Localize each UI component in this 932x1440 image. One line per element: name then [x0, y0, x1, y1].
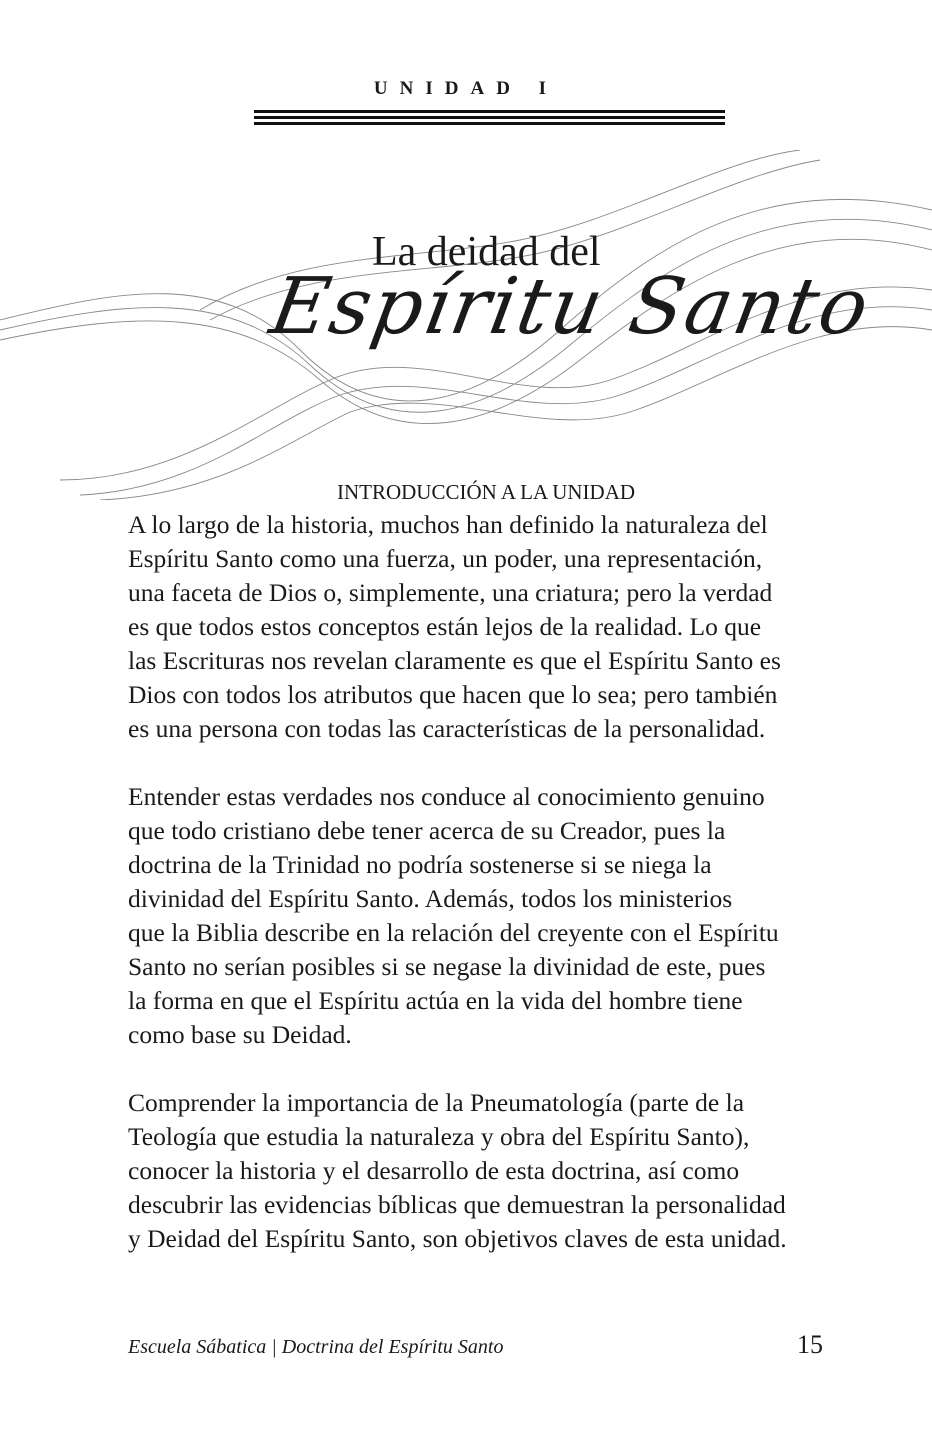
text-line: Dios con todos los atributos que hacen que lo sea; pero también	[128, 680, 778, 709]
paragraph-1	[128, 508, 848, 746]
text-line: las Escrituras nos revelan claramente es que el Espíritu Santo es	[128, 646, 781, 675]
text-line: Santo no serían posibles si se negase la divinidad de este, pues	[128, 952, 766, 981]
paragraph-2	[128, 780, 848, 1052]
section-heading: INTRODUCCIÓN A LA UNIDAD	[336, 480, 636, 504]
title-line-1: La deidad del	[372, 229, 601, 275]
text-line: Teología que estudia la naturaleza y obra del Espíritu Santo),	[128, 1122, 750, 1151]
text-line: una faceta de Dios o, simplemente, una criatura; pero la verdad	[128, 578, 773, 607]
text-line: que todo cristiano debe tener acerca de su Creador, pues la	[128, 816, 726, 845]
running-footer-title: Escuela Sábatica | Doctrina del Espíritu Santo	[128, 1336, 504, 1358]
text-line: es que todos estos conceptos están lejos de la realidad. Lo que	[128, 612, 762, 641]
title-line-2-script: Espíritu Santo	[264, 262, 877, 352]
text-line: conocer la historia y el desarrollo de esta doctrina, así como	[128, 1156, 740, 1185]
page-number: 15	[797, 1330, 823, 1359]
text-line: como base su Deidad.	[128, 1020, 352, 1049]
text-line: doctrina de la Trinidad no podría sostenerse si se niega la	[128, 850, 712, 879]
text-line: A lo largo de la historia, muchos han definido la naturaleza del	[128, 510, 768, 539]
paragraph-3	[128, 1086, 848, 1256]
text-line: que la Biblia describe en la relación del creyente con el Espíritu	[128, 918, 779, 947]
text-line: descubrir las evidencias bíblicas que demuestran la personalidad	[128, 1190, 786, 1219]
text-line: es una persona con todas las características de la personalidad.	[128, 714, 766, 743]
text-line: divinidad del Espíritu Santo. Además, todos los ministerios	[128, 884, 733, 913]
text-line: Espíritu Santo como una fuerza, un poder, una representación,	[128, 544, 763, 573]
unit-heading: UNIDAD I	[373, 78, 559, 99]
triple-rule-divider	[254, 110, 725, 128]
text-line: y Deidad del Espíritu Santo, son objetivos claves de esta unidad.	[128, 1224, 787, 1253]
text-line: Entender estas verdades nos conduce al conocimiento genuino	[128, 782, 765, 811]
text-line: la forma en que el Espíritu actúa en la vida del hombre tiene	[128, 986, 743, 1015]
text-line: Comprender la importancia de la Pneumatología (parte de la	[128, 1088, 745, 1117]
body-text	[128, 508, 848, 1290]
